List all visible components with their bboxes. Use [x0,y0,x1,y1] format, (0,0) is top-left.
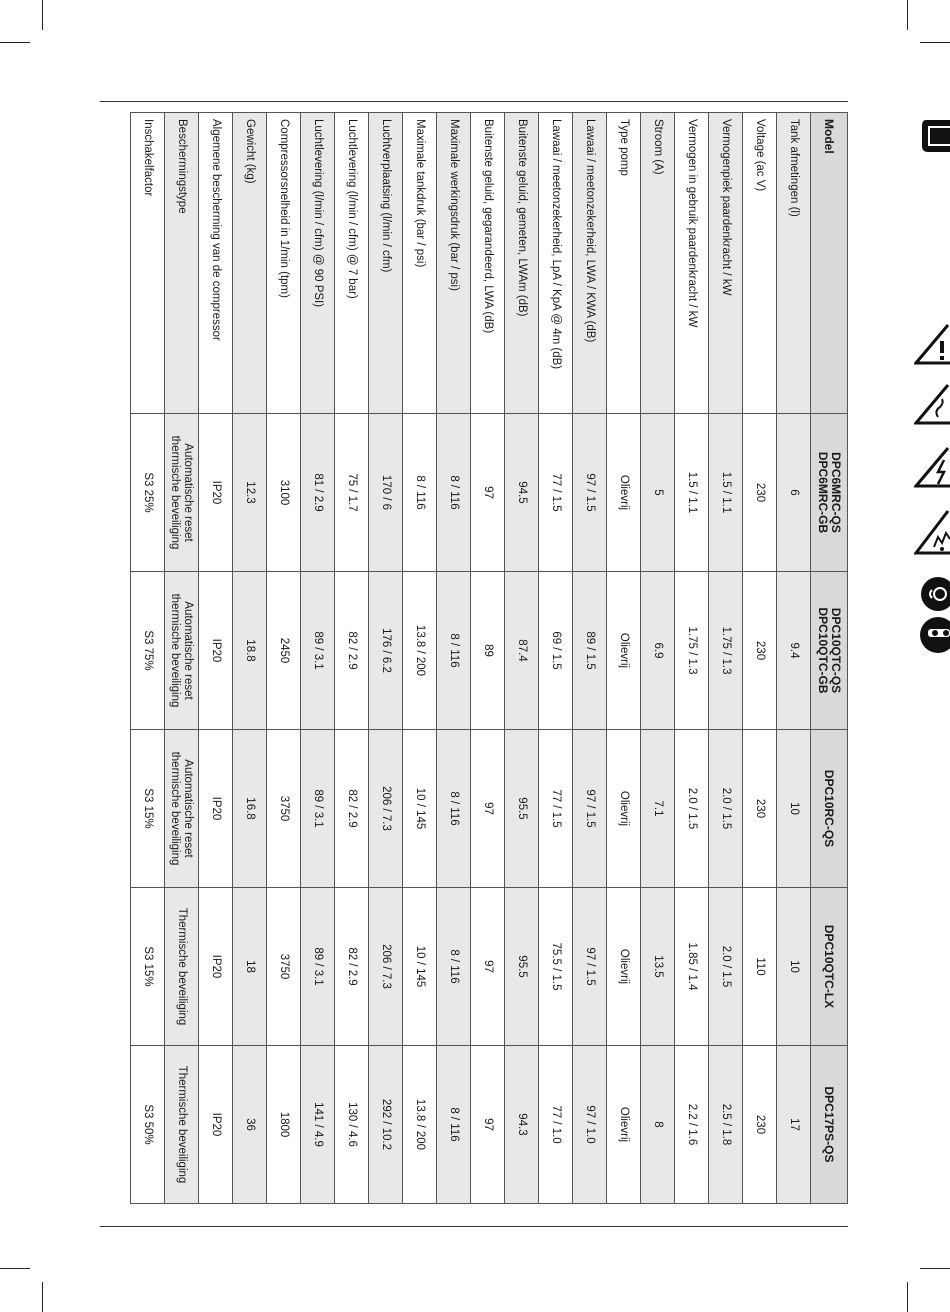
table-row [607,113,641,1204]
table-cell: 6.9 [641,572,675,730]
table-cell: 5 [641,414,675,572]
row-label: Gewicht (kg) [233,113,267,414]
crop-mark [42,1282,43,1312]
table-cell: 82 / 2.9 [335,730,369,888]
table-cell: 8 / 116 [403,414,437,572]
table-cell: 1.5 / 1.1 [675,414,709,572]
table-cell: 12.3 [233,414,267,572]
table-cell: 1.5 / 1.1 [709,414,743,572]
row-label: Compressorsnelheid in 1/min (tpm) [267,113,301,414]
table-row [437,113,471,1204]
table-cell: 10 [777,730,811,888]
table-cell: Olievrij [607,730,641,888]
table-row [335,113,369,1204]
table-cell: S3 75% [131,572,165,730]
table-cell: 2.0 / 1.5 [709,730,743,888]
table-cell: 94.3 [505,1046,539,1204]
table-cell: 82 / 2.9 [335,572,369,730]
table-cell: 97 / 1.0 [573,1046,607,1204]
column-header: DPC10QTC-QS DPC10QTC-GB [811,572,848,730]
table-cell: 18.8 [233,572,267,730]
crop-mark [42,0,43,30]
row-label: Buitenste geluid, gegarandeerd, LWA (dB) [471,113,505,414]
table-cell: IP20 [199,572,233,730]
crop-mark [920,1268,950,1269]
row-label: Beschermingstype [165,113,199,414]
table-row [573,113,607,1204]
table-row [675,113,709,1204]
table-cell: 77 / 1.5 [539,414,573,572]
electric-shock-warning-icon [914,446,950,492]
table-cell: 97 [471,888,505,1046]
table-cell: 6 [777,414,811,572]
table-cell: 97 [471,1046,505,1204]
table-cell: Thermische beveiliging [165,888,199,1046]
table-row [199,113,233,1204]
table-cell: 97 / 1.5 [573,730,607,888]
table-cell: 89 [471,572,505,730]
row-label: Lawaai / meetonzekerheid, LWA / KWA (dB) [573,113,607,414]
table-cell: 97 [471,730,505,888]
table-cell: 81 / 2.9 [301,414,335,572]
table-cell: 77 / 1.5 [539,730,573,888]
table-cell: 1.85 / 1.4 [675,888,709,1046]
crop-mark [907,0,908,30]
table-cell: 89 / 1.5 [573,572,607,730]
spec-table [130,112,848,1204]
table-cell: 8 [641,1046,675,1204]
table-cell: 3750 [267,730,301,888]
table-row [403,113,437,1204]
spec-table-container [102,112,848,1204]
table-row [165,113,199,1204]
table-cell: Automatische reset thermische beveiliging [165,414,199,572]
column-header: DPC10QTC-LX [811,888,848,1046]
table-cell: Olievrij [607,414,641,572]
column-header: DPC10RC-QS [811,730,848,888]
table-cell: 69 / 1.5 [539,572,573,730]
ear-protection-icon [918,576,950,612]
table-row [233,113,267,1204]
crop-mark [920,42,950,43]
table-cell: 10 / 145 [403,888,437,1046]
table-cell: 16.8 [233,730,267,888]
table-cell: S3 25% [131,414,165,572]
table-cell: 8 / 116 [437,572,471,730]
table-cell: Automatische reset thermische beveiliging [165,730,199,888]
crop-mark [0,42,30,43]
table-cell: 18 [233,888,267,1046]
table-cell: 10 / 145 [403,730,437,888]
row-label: Buitenste geluid, gemeten, LWAm (dB) [505,113,539,414]
table-cell: 3100 [267,414,301,572]
table-cell: 7.1 [641,730,675,888]
table-row [743,113,777,1204]
table-cell: IP20 [199,730,233,888]
row-label: Voltage (ac V) [743,113,777,414]
table-row [301,113,335,1204]
row-label: Tank afmetingen (l) [777,113,811,414]
table-cell: 230 [743,414,777,572]
table-header-row [811,113,848,1204]
table-cell: Olievrij [607,888,641,1046]
table-cell: 77 / 1.0 [539,1046,573,1204]
warning-triangle-icon [914,323,950,369]
table-cell: 110 [743,888,777,1046]
table-cell: Olievrij [607,572,641,730]
table-cell: 95.5 [505,730,539,888]
crop-mark [0,1268,30,1269]
table-cell: 87.4 [505,572,539,730]
row-label: Inschakelfactor [131,113,165,414]
table-cell: 2450 [267,572,301,730]
table-cell: 94.5 [505,414,539,572]
table-cell: 292 / 10.2 [369,1046,403,1204]
table-cell: 1800 [267,1046,301,1204]
column-header: DPC17PS-QS [811,1046,848,1204]
table-cell: Automatische reset thermische beveiliging [165,572,199,730]
table-row [777,113,811,1204]
table-cell: 36 [233,1046,267,1204]
column-header: DPC6MRC-QS DPC6MRC-GB [811,414,848,572]
table-cell: 82 / 2.9 [335,888,369,1046]
table-row [505,113,539,1204]
table-cell: 8 / 116 [437,1046,471,1204]
table-cell: S3 50% [131,1046,165,1204]
table-cell: 89 / 3.1 [301,888,335,1046]
table-cell: 10 [777,888,811,1046]
table-cell: 95.5 [505,888,539,1046]
table-cell: 75 / 1.7 [335,414,369,572]
table-row [131,113,165,1204]
table-cell: 2.5 / 1.8 [709,1046,743,1204]
table-cell: 9.4 [777,572,811,730]
table-cell: Thermische beveiliging [165,1046,199,1204]
table-cell: 97 / 1.5 [573,414,607,572]
table-cell: 17 [777,1046,811,1204]
table-cell: S3 15% [131,888,165,1046]
table-cell: 3750 [267,888,301,1046]
table-cell: IP20 [199,888,233,1046]
table-cell: Olievrij [607,1046,641,1204]
table-row [641,113,675,1204]
row-label: Lawaai / meetonzekerheid, LpA / KpA @ 4m (dB) [539,113,573,414]
table-cell: 2.0 / 1.5 [709,888,743,1046]
manual-icon [918,112,950,158]
row-label: Luchtlevering (l/min / cfm) @ 90 PSI) [301,113,335,414]
row-label: Maximale tankdruk (bar / psi) [403,113,437,414]
table-cell: 89 / 3.1 [301,730,335,888]
table-cell: 230 [743,1046,777,1204]
row-label: Luchtlevering (l/min / cfm) @ 7 bar) [335,113,369,414]
table-row [539,113,573,1204]
footer-rule [100,1226,848,1227]
table-cell: 206 / 7.3 [369,888,403,1046]
table-cell: 230 [743,572,777,730]
table-cell: 97 [471,414,505,572]
row-label: Vermogen in gebruik paardenkracht / kW [675,113,709,414]
table-cell: 1.75 / 1.3 [709,572,743,730]
row-label: Algemene bescherming van de compressor [199,113,233,414]
table-cell: IP20 [199,1046,233,1204]
table-cell: 2.0 / 1.5 [675,730,709,888]
table-cell: 75.5 / 1.5 [539,888,573,1046]
table-row [369,113,403,1204]
table-cell: 2.2 / 1.6 [675,1046,709,1204]
table-cell: 206 / 7.3 [369,730,403,888]
table-cell: 8 / 116 [437,888,471,1046]
table-cell: 176 / 6.2 [369,572,403,730]
row-label: Type pomp [607,113,641,414]
row-label: Maximale werkingsdruk (bar / psi) [437,113,471,414]
table-cell: 13.8 / 200 [403,1046,437,1204]
table-cell: 97 / 1.5 [573,888,607,1046]
row-label: Stroom (A) [641,113,675,414]
table-cell: 230 [743,730,777,888]
header-rule [100,101,848,102]
crop-mark [907,1282,908,1312]
table-cell: S3 15% [131,730,165,888]
row-label: Vermogenpiek paardenkracht / kW [709,113,743,414]
column-header-model: Model [811,113,848,414]
table-cell: 170 / 6 [369,414,403,572]
table-cell: IP20 [199,414,233,572]
table-row [709,113,743,1204]
table-cell: 13.5 [641,888,675,1046]
hot-surface-warning-icon [914,383,950,429]
table-row [267,113,301,1204]
row-label: Luchtverplaatsing (l/min / cfm) [369,113,403,414]
explosion-warning-icon [914,509,950,559]
table-cell: 89 / 3.1 [301,572,335,730]
table-cell: 8 / 116 [437,414,471,572]
table-row [471,113,505,1204]
table-cell: 130 / 4.6 [335,1046,369,1204]
table-cell: 13.8 / 200 [403,572,437,730]
eye-protection-icon [918,615,950,655]
table-cell: 1.75 / 1.3 [675,572,709,730]
table-cell: 141 / 4.9 [301,1046,335,1204]
table-cell: 8 / 116 [437,730,471,888]
